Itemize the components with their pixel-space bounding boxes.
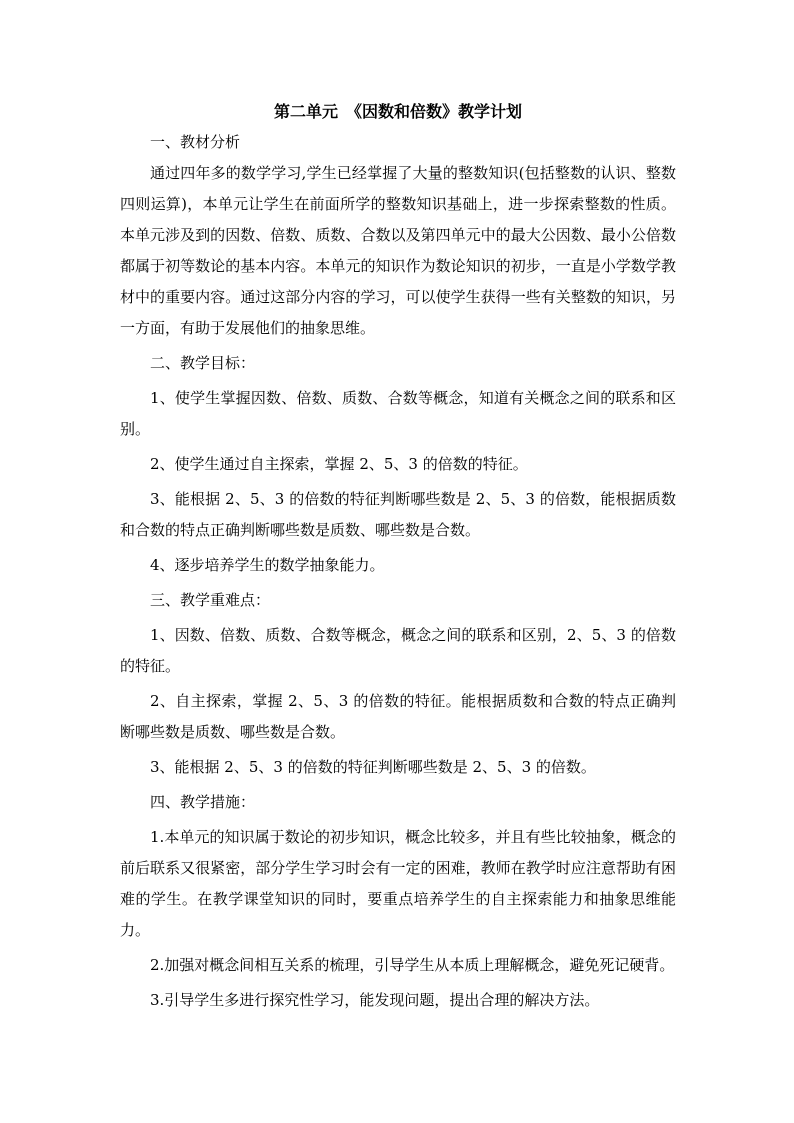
section-heading-materials: 一、教材分析	[150, 133, 241, 151]
section-heading-objectives: 二、教学目标：	[150, 354, 256, 372]
measure-item-1: 1.本单元的知识属于数论的初步知识，概念比较多，并且有些比较抽象，概念的前后联系又很紧密，部分学生学习时会有一定的困难，教师在教学时应注意帮助有困难的学生。在教学课堂知识的同时，要重点培养学生的自主探索能力和抽象思维能力。	[120, 828, 676, 939]
objective-item-1: 1、使学生掌握因数、倍数、质数、合数等概念，知道有关概念之间的联系和区别。	[120, 389, 676, 438]
key-point-item-2: 2、自主探索，掌握 2、5、3 的倍数的特征。能根据质数和合数的特点正确判断哪些数是质数、哪些数是合数。	[120, 692, 676, 741]
document-title: 第二单元 《因数和倍数》教学计划	[273, 102, 522, 121]
document-page	[120, 97, 676, 1016]
objective-item-4: 4、逐步培养学生的数学抽象能力。	[150, 556, 385, 574]
key-point-item-3: 3、能根据 2、5、3 的倍数的特征判断哪些数是 2、5、3 的倍数。	[150, 758, 596, 776]
measure-item-2: 2.加强对概念间相互关系的梳理，引导学生从本质上理解概念，避免死记硬背。	[150, 956, 675, 974]
section-heading-key-points: 三、教学重难点：	[150, 591, 271, 609]
key-point-item-1: 1、因数、倍数、质数、合数等概念，概念之间的联系和区别，2、5、3 的倍数的特征。	[120, 626, 676, 675]
objective-item-3: 3、能根据 2、5、3 的倍数的特征判断哪些数是 2、5、3 的倍数，能根据质数和合数的特点正确判断哪些数是质数、哪些数是合数。	[120, 490, 676, 539]
section-heading-measures: 四、教学措施：	[150, 793, 256, 811]
paragraph-materials-analysis: 通过四年多的数学学习,学生已经掌握了大量的整数知识(包括整数的认识、整数四则运算)，本单元让学生在前面所学的整数知识基础上，进一步探索整数的性质。本单元涉及到的因数、倍数、质数、合数以及第四单元中的最大公因数、最小公倍数都属于初等数论的基本内容。本单元的知识作为数论知识的初步，一直是小学数学教材中的重要内容。通过这部分内容的学习，可以使学生获得一些有关整数的知识，另一方面，有助于发展他们的抽象思维。	[120, 164, 676, 337]
objective-item-2: 2、使学生通过自主探索，掌握 2、5、3 的倍数的特征。	[150, 455, 528, 473]
measure-item-3: 3.引导学生多进行探究性学习，能发现问题，提出合理的解决方法。	[150, 991, 600, 1009]
